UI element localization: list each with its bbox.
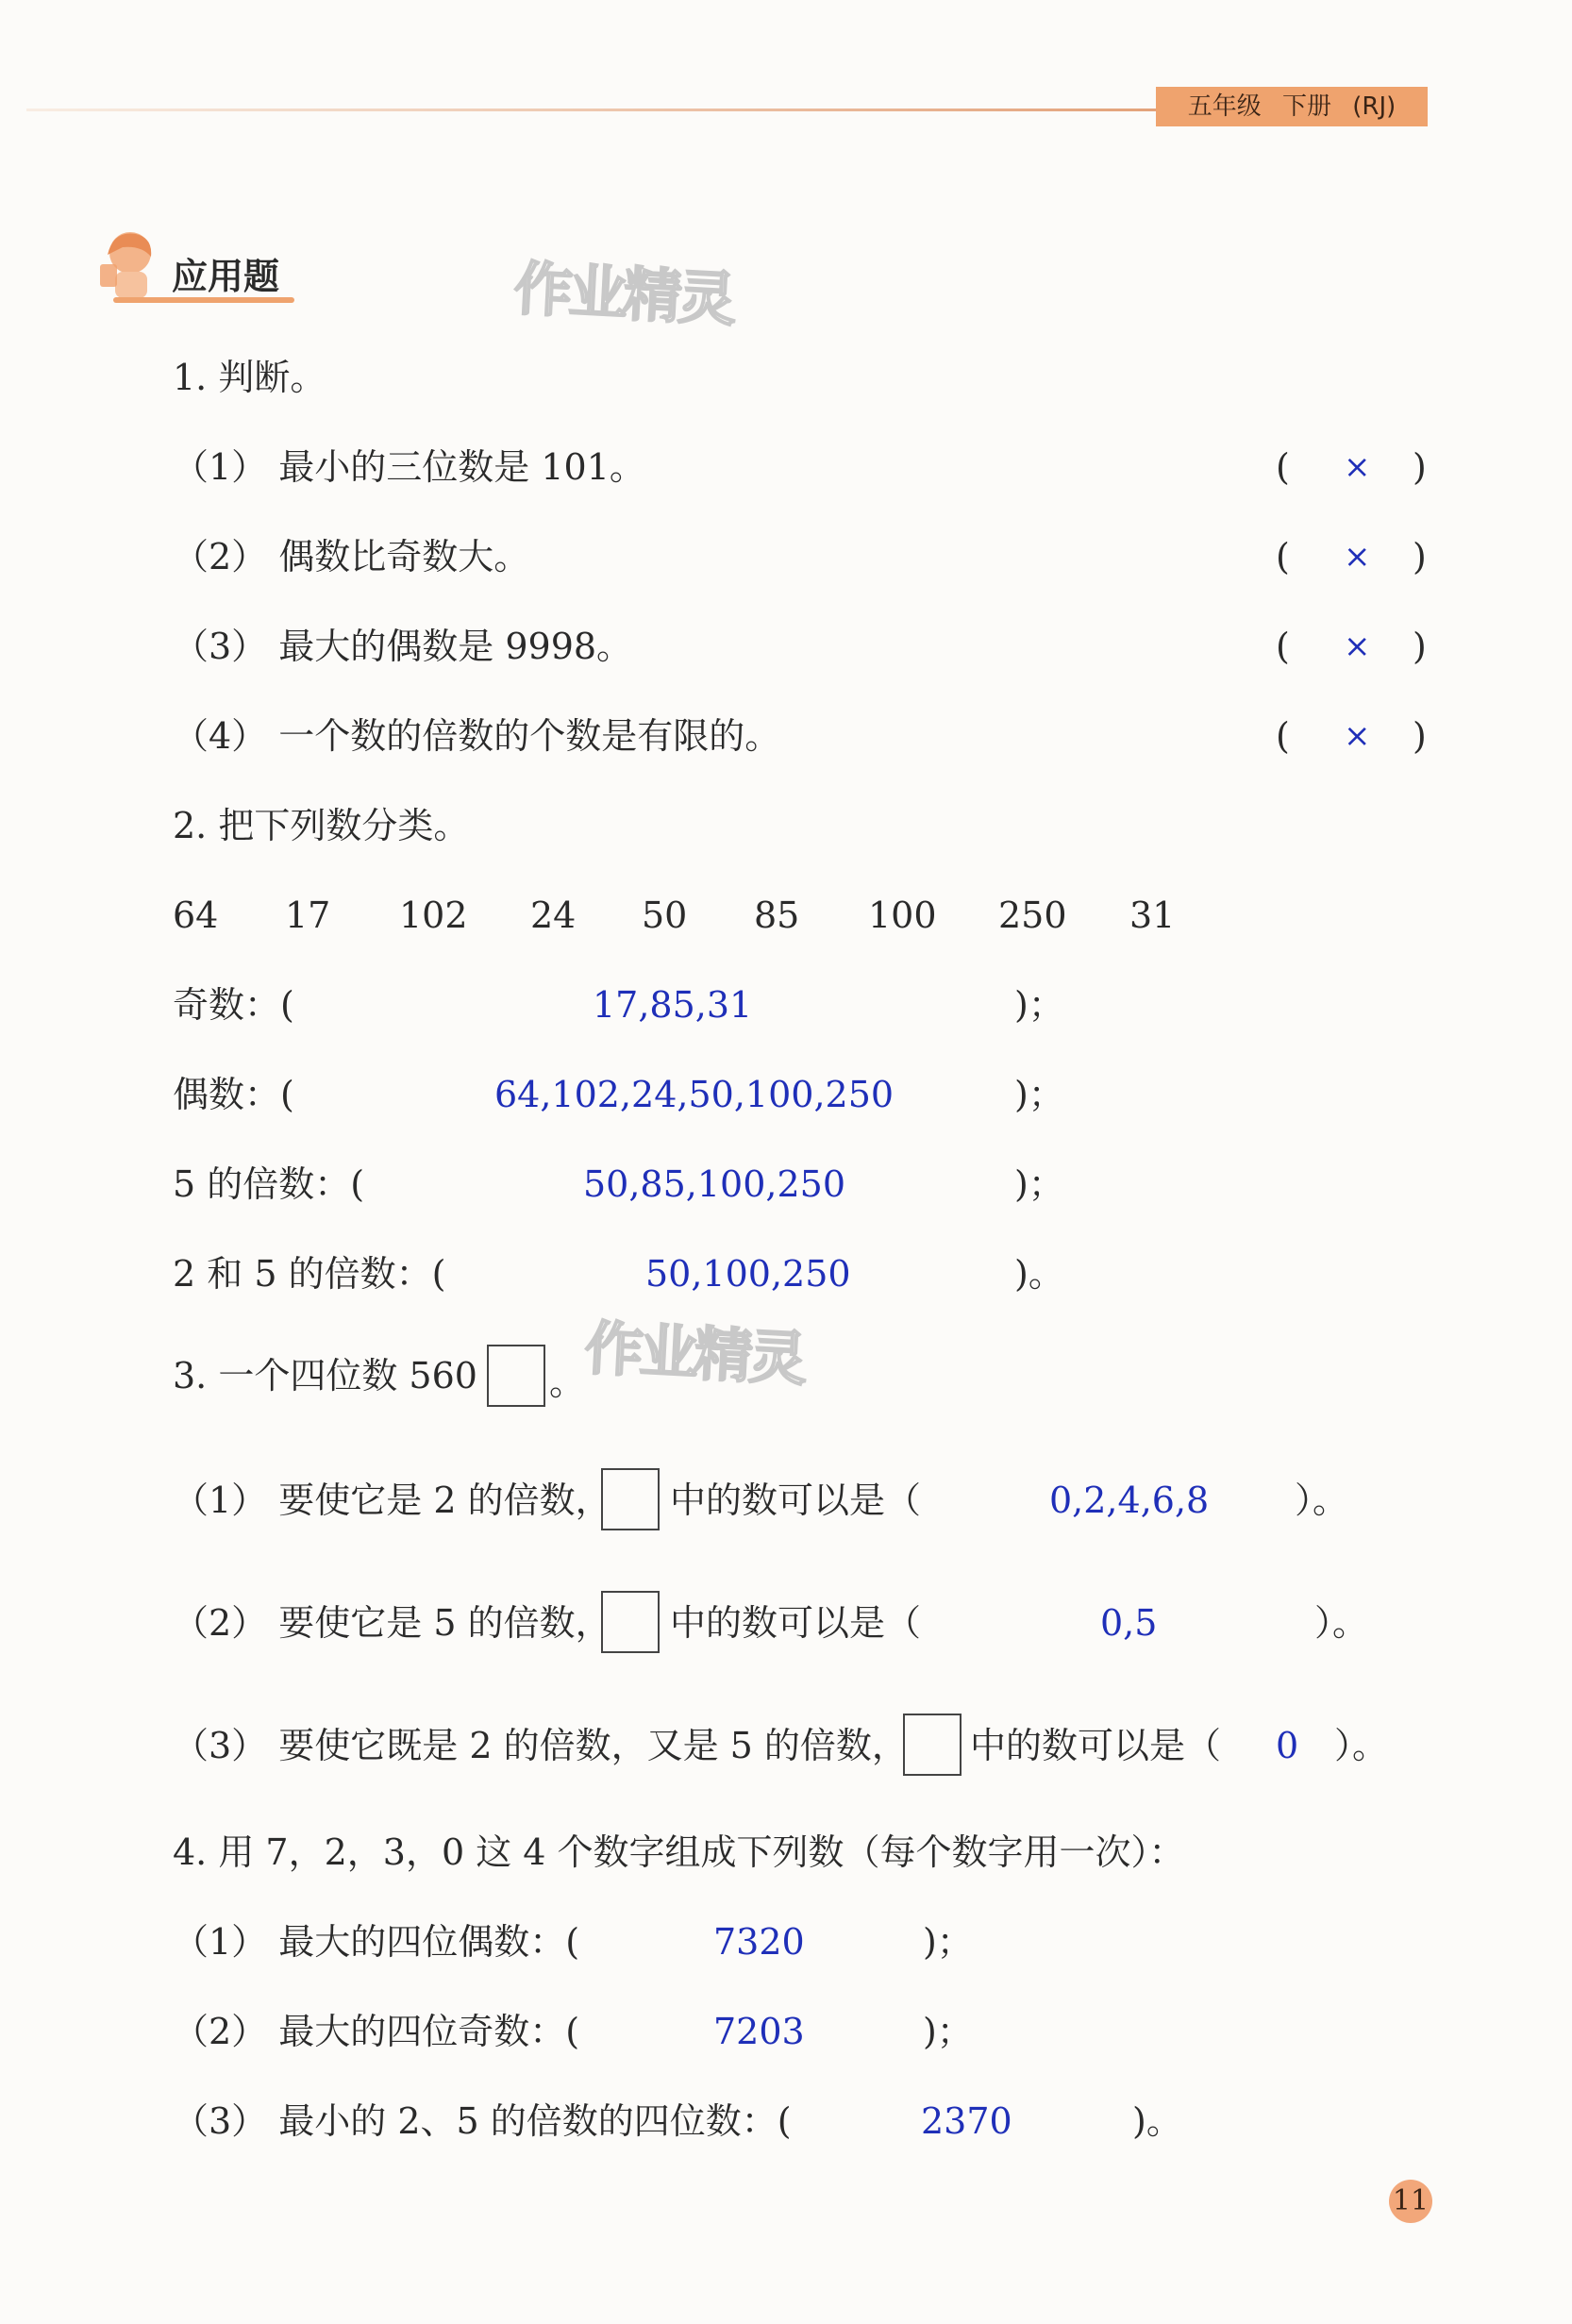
q2-number: 64	[173, 894, 219, 936]
q2-number: 50	[642, 894, 688, 936]
watermark: 作业精灵	[582, 1312, 806, 1395]
q2-row-mult2and5-end: )。	[1014, 1253, 1064, 1295]
q2-row-mult5-answer: 50,85,100,250	[583, 1163, 846, 1205]
q1-paren-open: (	[1276, 626, 1290, 667]
q1-item-4: （4） 一个数的倍数的个数是有限的。	[173, 715, 781, 757]
q2-row-odd-end: )；	[1014, 984, 1064, 1026]
q2-row-mult5-label: 5 的倍数：(	[173, 1163, 365, 1205]
q3-item-3-end: ）。	[1334, 1725, 1389, 1766]
q4-item-2-label: （2） 最大的四位奇数：(	[173, 2011, 580, 2052]
q1-paren-close: )	[1413, 626, 1427, 667]
q2-row-even-end: )；	[1014, 1074, 1064, 1115]
q2-row-odd-answer: 17,85,31	[593, 984, 753, 1026]
q4-item-1-end: )；	[923, 1921, 973, 1963]
q2-row-mult2and5-answer: 50,100,250	[645, 1253, 851, 1295]
q3-title-end: 。	[549, 1362, 586, 1403]
q4-item-2-answer: 7203	[713, 2011, 805, 2052]
q3-item-1-mid: 中的数可以是（	[670, 1480, 922, 1521]
q4-item-3-label: （3） 最小的 2、5 的倍数的四位数：(	[173, 2100, 792, 2142]
q3-item-3-mid: 中的数可以是（	[970, 1725, 1222, 1766]
q3-item-1-label: （1） 要使它是 2 的倍数，	[173, 1480, 611, 1521]
q2-row-even-label: 偶数：(	[173, 1074, 294, 1115]
q4-title: 4. 用 7，2，3，0 这 4 个数字组成下列数（每个数字用一次）：	[173, 1831, 1185, 1873]
digit-blank-box	[487, 1345, 545, 1407]
q1-item-3: （3） 最大的偶数是 9998。	[173, 626, 633, 667]
q4-item-3-end: )。	[1132, 2100, 1182, 2142]
q3-item-2-label: （2） 要使它是 5 的倍数，	[173, 1602, 611, 1644]
q1-paren-open: (	[1276, 446, 1290, 488]
student-illustration-icon	[94, 226, 160, 302]
q3-item-3-answer: 0	[1276, 1725, 1299, 1766]
q2-number: 102	[399, 894, 468, 936]
q4-item-2-end: )；	[923, 2011, 973, 2052]
section-underline	[113, 297, 294, 303]
q3-item-1-answer: 0,2,4,6,8	[1049, 1480, 1210, 1521]
q4-item-3-answer: 2370	[921, 2100, 1012, 2142]
q1-paren-close: )	[1413, 715, 1427, 757]
q1-paren-close: )	[1413, 446, 1427, 488]
q2-row-mult5-end: )；	[1014, 1163, 1064, 1205]
digit-blank-box	[601, 1591, 660, 1653]
section-title: 应用题	[172, 256, 280, 297]
q2-number: 24	[530, 894, 577, 936]
q1-title: 1. 判断。	[173, 357, 326, 398]
q3-item-2-end: ）。	[1314, 1602, 1369, 1644]
q2-number: 31	[1129, 894, 1176, 936]
q3-item-2-mid: 中的数可以是（	[670, 1602, 922, 1644]
header-rule	[26, 109, 1159, 111]
q1-item-1: （1） 最小的三位数是 101。	[173, 446, 645, 488]
q1-answer-1: ×	[1344, 448, 1371, 486]
q3-title: 3. 一个四位数 560	[173, 1355, 477, 1396]
digit-blank-box	[903, 1714, 962, 1776]
q3-item-2-answer: 0,5	[1100, 1602, 1158, 1644]
q1-answer-3: ×	[1344, 627, 1371, 665]
q2-title: 2. 把下列数分类。	[173, 805, 470, 846]
page-number: 11	[1389, 2180, 1432, 2223]
q2-number: 85	[754, 894, 800, 936]
q3-item-1-end: ）。	[1295, 1480, 1349, 1521]
q2-number: 250	[998, 894, 1067, 936]
q4-item-1-label: （1） 最大的四位偶数：(	[173, 1921, 580, 1963]
q4-item-1-answer: 7320	[713, 1921, 805, 1963]
q1-paren-close: )	[1413, 536, 1427, 577]
q2-number: 17	[285, 894, 331, 936]
q1-answer-4: ×	[1344, 717, 1371, 755]
q2-row-even-answer: 64,102,24,50,100,250	[494, 1074, 895, 1115]
q1-answer-2: ×	[1344, 538, 1371, 576]
digit-blank-box	[601, 1468, 660, 1530]
q2-number: 100	[868, 894, 937, 936]
q1-item-2: （2） 偶数比奇数大。	[173, 536, 530, 577]
watermark: 作业精灵	[511, 253, 735, 335]
q2-row-mult2and5-label: 2 和 5 的倍数：(	[173, 1253, 446, 1295]
q3-item-3-label: （3） 要使它既是 2 的倍数，又是 5 的倍数，	[173, 1725, 908, 1766]
q1-paren-open: (	[1276, 715, 1290, 757]
q2-row-odd-label: 奇数：(	[173, 984, 294, 1026]
q1-paren-open: (	[1276, 536, 1290, 577]
grade-tag: 五年级 下册 (RJ)	[1156, 87, 1428, 126]
